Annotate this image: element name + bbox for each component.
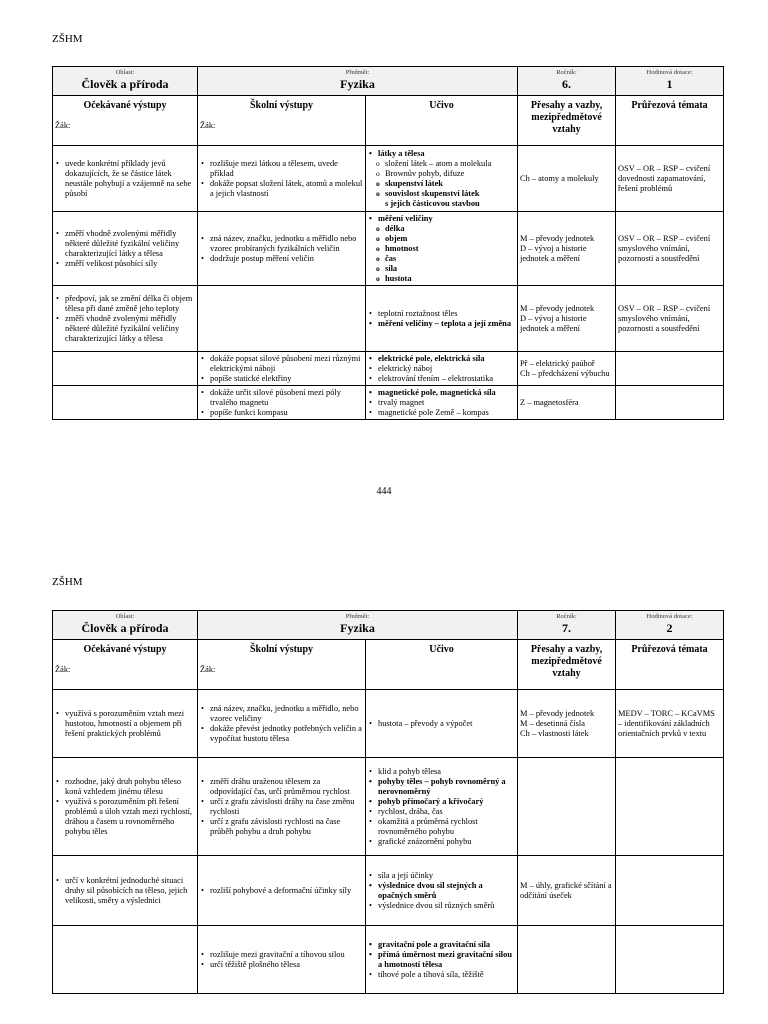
- list-item: • předpoví, jak se změní délka či objem tělesa při dané změně jeho teploty: [55, 294, 195, 314]
- cell-skolni: [198, 352, 366, 386]
- cell-presahy: [518, 926, 616, 994]
- cell-presahy-text: M – úhly, grafické sčítání a odčítání úseček: [520, 880, 612, 900]
- list-item: • rozhodne, jaký druh pohybu těleso koná vzhledem jinému tělesu: [55, 777, 195, 797]
- cell-presahy: [518, 386, 616, 420]
- meta-predmet: Předmět: Fyzika: [198, 67, 518, 96]
- item-list: [200, 234, 363, 264]
- item-list: [55, 229, 195, 269]
- header-skolni-vystupy: Školní výstupy Žák:: [198, 640, 366, 690]
- header-ocekavane-vystupy: Očekávané výstupy Žák:: [53, 640, 198, 690]
- cell-ucivo: [366, 286, 518, 352]
- item-list: [55, 709, 195, 739]
- list-item: • gravitační pole a gravitační síla: [368, 940, 515, 950]
- list-item: • magnetické pole Země – kompas: [368, 408, 515, 418]
- list-item: • tíhové pole a tíhová síla, těžiště: [368, 970, 515, 980]
- meta-rocnik: Ročník: 7.: [518, 611, 616, 640]
- cell-presahy-text: Ch – atomy a molekuly: [520, 173, 599, 183]
- cell-presahy-text: Z – magnetosféra: [520, 397, 579, 407]
- cell-presahy: [518, 212, 616, 286]
- item-list: [368, 149, 515, 209]
- cell-skolni: [198, 758, 366, 856]
- list-item: • změří vhodně zvolenými měřidly některé důležité fyzikální veličiny charakterizující látky a tělesa: [55, 314, 195, 344]
- item-list: [55, 777, 195, 837]
- list-item: • teplotní roztažnost těles: [368, 309, 515, 319]
- list-item: • dokáže popsat složení látek, atomů a molekul a jejich vlastností: [200, 179, 363, 199]
- list-item: • trvalý magnet: [368, 398, 515, 408]
- item-list: [368, 309, 515, 329]
- cell-skolni: [198, 926, 366, 994]
- page-1-school: ZŠHM: [52, 33, 83, 45]
- meta-dotace: Hodinová dotace: 1: [616, 67, 724, 96]
- list-item: • určí v konkrétní jednoduché situaci druhy sil působících na těleso, jejich velikosti, směry a výslednici: [55, 876, 195, 906]
- item-list: [368, 388, 515, 418]
- list-item: • určí z grafu závislosti rychlosti na čase průběh pohybu a druh pohybu: [200, 817, 363, 837]
- list-item: • rozlišuje mezi gravitační a tíhovou silou: [200, 950, 363, 960]
- cell-temata-text: OSV – OR – RSP – cvičení dovednosti zapamatování, řešení problémů: [618, 163, 711, 193]
- curriculum-table-grade-7: [52, 610, 724, 994]
- cell-ucivo: [366, 926, 518, 994]
- meta-dotace: Hodinová dotace: 2: [616, 611, 724, 640]
- list-item: • dodržuje postup měření veličin: [200, 254, 363, 264]
- cell-ocekavane: [53, 386, 198, 420]
- list-item: • určí z grafu závislosti dráhy na čase změnu rychlosti: [200, 797, 363, 817]
- table-row: [53, 926, 724, 994]
- list-item: o souvislost skupenství látek: [368, 189, 515, 199]
- cell-presahy-text: M – převody jednotek M – desetinná čísla Ch – vlastnosti látek: [520, 708, 595, 738]
- page-2-school: ZŠHM: [52, 576, 83, 588]
- header-ucivo: Učivo: [366, 640, 518, 690]
- cell-ucivo: [366, 690, 518, 758]
- cell-temata-text: OSV – OR – RSP – cvičení smyslového vnímání, pozornosti a soustředění: [618, 233, 711, 263]
- list-item: • určí těžiště plošného tělesa: [200, 960, 363, 970]
- list-item: • změří velikost působící síly: [55, 259, 195, 269]
- cell-presahy: [518, 286, 616, 352]
- list-item: • dokáže popsat silové působení mezi různými elektrickými náboji: [200, 354, 363, 374]
- list-item: • síla a její účinky: [368, 871, 515, 881]
- list-item: • využívá s porozuměním vztah mezi hustotou, hmotností a objemem při řešení praktických problémů: [55, 709, 195, 739]
- table-row: [53, 352, 724, 386]
- cell-skolni: [198, 146, 366, 212]
- list-item: • okamžitá a průměrná rychlost rovnoměrného pohybu: [368, 817, 515, 837]
- cell-skolni: [198, 386, 366, 420]
- cell-ucivo: [366, 386, 518, 420]
- list-item: • změří vhodně zvolenými měřidly některé důležité fyzikální veličiny charakterizující látky a tělesa: [55, 229, 195, 259]
- table-row: [53, 212, 724, 286]
- item-list: [55, 294, 195, 344]
- cell-presahy: [518, 146, 616, 212]
- list-item: o síla: [368, 264, 515, 274]
- curriculum-table-grade-6: [52, 66, 724, 420]
- cell-temata: [616, 856, 724, 926]
- list-item: o složení látek – atom a molekula: [368, 159, 515, 169]
- list-item: • grafické znázornění pohybu: [368, 837, 515, 847]
- list-item: • magnetické pole, magnetická síla: [368, 388, 515, 398]
- item-list: [368, 767, 515, 847]
- cell-temata-text: MEDV – TORC – KCaVMS – identifikování základních orientačních prvků v textu: [618, 708, 715, 738]
- cell-ocekavane: [53, 212, 198, 286]
- cell-ocekavane: [53, 758, 198, 856]
- cell-ocekavane: [53, 146, 198, 212]
- list-item: • rozliší pohybové a deformační účinky síly: [200, 886, 363, 896]
- cell-ucivo: [366, 758, 518, 856]
- item-list: [200, 950, 363, 970]
- list-item: o objem: [368, 234, 515, 244]
- list-item: • zná název, značku, jednotku a měřidlo nebo vzorec probíraných fyzikálních veličin: [200, 234, 363, 254]
- cell-temata-text: OSV – OR – RSP – cvičení smyslového vnímání, pozornosti a soustředění: [618, 303, 711, 333]
- list-item: • výslednice dvou sil různých směrů: [368, 901, 515, 911]
- list-item: • měření veličiny – teplota a její změna: [368, 319, 515, 329]
- list-item: • elektrické pole, elektrická síla: [368, 354, 515, 364]
- header-skolni-vystupy: Školní výstupy Žák:: [198, 96, 366, 146]
- table-row: [53, 856, 724, 926]
- cell-ucivo: [366, 856, 518, 926]
- list-item: • pohyb přímočarý a křivočarý: [368, 797, 515, 807]
- item-list: [200, 159, 363, 199]
- item-list: [200, 388, 363, 418]
- meta-oblast: Oblast: Člověk a příroda: [53, 611, 198, 640]
- list-item: • dokáže určit silové působení mezi póly trvalého magnetu: [200, 388, 363, 408]
- list-item: • zná název, značku, jednotku a měřidlo, nebo vzorec veličiny: [200, 704, 363, 724]
- list-item: • látky a tělesa: [368, 149, 515, 159]
- header-presahy: Přesahy a vazby, mezipředmětové vztahy: [518, 640, 616, 690]
- list-item: o čas: [368, 254, 515, 264]
- cell-temata: [616, 212, 724, 286]
- cell-temata: [616, 926, 724, 994]
- cell-ocekavane: [53, 286, 198, 352]
- list-item: • klid a pohyb tělesa: [368, 767, 515, 777]
- item-list: [368, 940, 515, 980]
- list-item: • využívá s porozuměním při řešení problémů a úloh vztah mezi rychlostí, dráhou a časem u rovnoměrného pohybu těles: [55, 797, 195, 837]
- list-item: • rychlost, dráha, čas: [368, 807, 515, 817]
- meta-oblast: Oblast: Člověk a příroda: [53, 67, 198, 96]
- list-item: • dokáže převést jednotky potřebných veličin a vypočítat hustotu tělesa: [200, 724, 363, 744]
- cell-temata: [616, 386, 724, 420]
- cell-ocekavane: [53, 856, 198, 926]
- list-item: • výslednice dvou sil stejných a opačných směrů: [368, 881, 515, 901]
- cell-presahy: [518, 352, 616, 386]
- header-ucivo: Učivo: [366, 96, 518, 146]
- cell-temata: [616, 690, 724, 758]
- table-row: [53, 286, 724, 352]
- item-list: [368, 214, 515, 284]
- cell-presahy: [518, 758, 616, 856]
- item-list: [55, 876, 195, 906]
- list-item: o Brownův pohyb, difuze: [368, 169, 515, 179]
- table-row: [53, 690, 724, 758]
- page-number: 444: [376, 486, 392, 497]
- list-item: o hustota: [368, 274, 515, 284]
- cell-skolni: [198, 690, 366, 758]
- list-item: o skupenství látek: [368, 179, 515, 189]
- cell-skolni: [198, 286, 366, 352]
- list-item: • popíše statické elektřiny: [200, 374, 363, 384]
- meta-predmet: Předmět: Fyzika: [198, 611, 518, 640]
- cell-ucivo: [366, 212, 518, 286]
- list-item: • popíše funkci kompasu: [200, 408, 363, 418]
- header-prurezova-temata: Průřezová témata: [616, 640, 724, 690]
- table-row: [53, 386, 724, 420]
- list-item: • změří dráhu uraženou tělesem za odpovídající čas, určí průměrnou rychlost: [200, 777, 363, 797]
- list-item: • elektrický náboj: [368, 364, 515, 374]
- list-item: o hmotnost: [368, 244, 515, 254]
- item-list: [55, 159, 195, 199]
- list-item: • rozlišuje mezi látkou a tělesem, uvede příklad: [200, 159, 363, 179]
- cell-temata: [616, 286, 724, 352]
- cell-temata: [616, 146, 724, 212]
- cell-presahy-text: Př – elektrický paúhoř Ch – předcházení výbuchu: [520, 358, 610, 378]
- header-ocekavane-vystupy: Očekávané výstupy Žák:: [53, 96, 198, 146]
- cell-presahy: [518, 856, 616, 926]
- meta-rocnik: Ročník: 6.: [518, 67, 616, 96]
- header-prurezova-temata: Průřezová témata: [616, 96, 724, 146]
- cell-presahy: [518, 690, 616, 758]
- item-list: [200, 886, 363, 896]
- cell-temata: [616, 758, 724, 856]
- list-item: • pohyby těles – pohyb rovnoměrný a nerovnoměrný: [368, 777, 515, 797]
- list-item: • uvede konkrétní příklady jevů dokazujících, že se částice látek neustále pohybují a vzájemně na sebe působí: [55, 159, 195, 199]
- item-list: [200, 777, 363, 837]
- item-list: [368, 719, 515, 729]
- header-presahy: Přesahy a vazby, mezipředmětové vztahy: [518, 96, 616, 146]
- list-item: • elektrování třením – elektrostatika: [368, 374, 515, 384]
- table-row: [53, 146, 724, 212]
- table-row: [53, 758, 724, 856]
- item-list: [368, 871, 515, 911]
- list-item: • přímá úměrnost mezi gravitační silou a hmotností tělesa: [368, 950, 515, 970]
- list-item: • měření veličiny: [368, 214, 515, 224]
- cell-skolni: [198, 212, 366, 286]
- cell-presahy-text: M – převody jednotek D – vývoj a historie jednotek a měření: [520, 303, 595, 333]
- item-list: [200, 704, 363, 744]
- cell-ocekavane: [53, 352, 198, 386]
- item-list: [200, 354, 363, 384]
- cell-ocekavane: [53, 690, 198, 758]
- item-list: [368, 354, 515, 384]
- list-item: s jejich částicovou stavbou: [385, 198, 480, 208]
- list-item: o délka: [368, 224, 515, 234]
- cell-ocekavane: [53, 926, 198, 994]
- cell-ucivo: [366, 352, 518, 386]
- cell-presahy-text: M – převody jednotek D – vývoj a historie jednotek a měření: [520, 233, 595, 263]
- cell-ucivo: [366, 146, 518, 212]
- cell-skolni: [198, 856, 366, 926]
- list-item: • hustota – převody a výpočet: [368, 719, 515, 729]
- cell-temata: [616, 352, 724, 386]
